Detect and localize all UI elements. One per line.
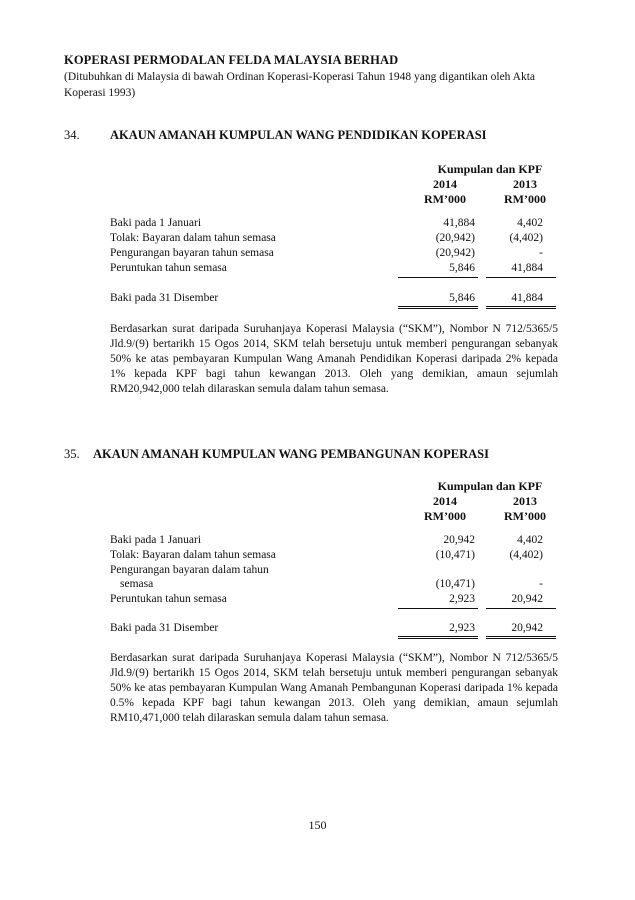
section-35-row-label: Pengurangan bayaran dalam tahun [110, 564, 269, 576]
organization-subtitle: (Ditubuhkan di Malaysia di bawah Ordinan Koperasi-Koperasi Tahun 1948 yang digantikan oleh Akta Koperasi 1993) [64, 71, 536, 99]
section-35-subtotal-rule-2014 [398, 608, 478, 609]
section-34-row-2013: 41,884 [511, 262, 543, 274]
section-35-total-rule-2013 [486, 636, 556, 639]
section-35-row-label: Baki pada 1 Januari [110, 534, 202, 546]
section-35-row-label: Peruntukan tahun semasa [110, 593, 227, 605]
section-35-col2-unit: RM’000 [504, 509, 546, 523]
section-34-row-2013: (4,402) [509, 232, 543, 244]
section-35-row-label: semasa [120, 578, 154, 590]
section-34-col1-unit: RM’000 [424, 192, 466, 206]
section-35-row-2014: 2,923 [449, 593, 475, 605]
section-35-subtotal-rule-2013 [486, 608, 556, 609]
section-34-note: Berdasarkan surat daripada Suruhanjaya Koperasi Malaysia (“SKM”), Nombor N 712/5365/5 Jld.9/(9) bertarikh 15 Ogos 2014, SKM telah bersetuju untuk memberi pengurangan sebanyak 50% ke atas pembayaran Kumpulan Wang Amanah Pendidikan Koperasi daripada 2% kepada 1% kepada KPF bagi tahun kewangan 2013. Oleh yang demikian, amaun sejumlah RM20,942,000 telah dilaraskan semula dalam tahun semasa. [110, 323, 558, 395]
section-34-col2-year: 2013 [513, 177, 537, 191]
section-35-title: AKAUN AMANAH KUMPULAN WANG PEMBANGUNAN KOPERASI [93, 447, 489, 461]
section-35-total-rule-2014 [398, 636, 478, 639]
section-35-row-2013: 4,402 [517, 534, 543, 546]
section-35-number: 35. [64, 447, 80, 461]
section-35-row-2013: - [539, 578, 543, 590]
section-35-closing-2014: 2,923 [449, 622, 475, 634]
section-34-col1-year: 2014 [433, 177, 457, 191]
section-35-closing-2013: 20,942 [511, 622, 543, 634]
section-34-col2-unit: RM’000 [504, 192, 546, 206]
section-35-row-2014: (10,471) [435, 549, 475, 561]
section-35-row-2014: 20,942 [443, 534, 475, 546]
section-35-row-2013: 20,942 [511, 593, 543, 605]
section-35-group-header: Kumpulan dan KPF [437, 479, 543, 493]
section-34-row-2014: (20,942) [435, 247, 475, 259]
section-34-row-2013: - [539, 247, 543, 259]
organization-name: KOPERASI PERMODALAN FELDA MALAYSIA BERHAD [64, 53, 399, 67]
section-34-total-rule-2013 [486, 306, 556, 309]
section-34-row-label: Peruntukan tahun semasa [110, 262, 227, 274]
section-34-group-header: Kumpulan dan KPF [437, 162, 543, 176]
section-34-total-rule-2014 [398, 306, 478, 309]
section-35-col1-year: 2014 [433, 494, 457, 508]
section-34-closing-2014: 5,846 [449, 292, 475, 304]
section-35-col1-unit: RM’000 [424, 509, 466, 523]
section-34-row-label: Tolak: Bayaran dalam tahun semasa [110, 232, 276, 244]
section-34-row-label: Baki pada 1 Januari [110, 217, 202, 229]
section-34-row-label: Pengurangan bayaran tahun semasa [110, 247, 274, 259]
section-34-subtotal-rule-2013 [486, 277, 556, 278]
section-34-row-2014: 5,846 [449, 262, 475, 274]
section-35-closing-label: Baki pada 31 Disember [110, 622, 219, 634]
section-35-row-2014: (10,471) [435, 578, 475, 590]
section-35-row-2013: (4,402) [509, 549, 543, 561]
section-34-subtotal-rule-2014 [398, 277, 478, 278]
section-35-row-label: Tolak: Bayaran dalam tahun semasa [110, 549, 276, 561]
section-34-number: 34. [64, 128, 80, 142]
section-34-row-2014: 41,884 [443, 217, 475, 229]
page-number: 150 [308, 818, 327, 832]
section-34-closing-label: Baki pada 31 Disember [110, 292, 219, 304]
section-34-row-2013: 4,402 [517, 217, 543, 229]
section-35-col2-year: 2013 [513, 494, 537, 508]
section-34-row-2014: (20,942) [435, 232, 475, 244]
section-34-title: AKAUN AMANAH KUMPULAN WANG PENDIDIKAN KOPERASI [110, 128, 487, 142]
section-34-closing-2013: 41,884 [511, 292, 543, 304]
section-35-note: Berdasarkan surat daripada Suruhanjaya Koperasi Malaysia (“SKM”), Nombor N 712/5365/5 Jld.9/(9) bertarikh 15 Ogos 2014, SKM telah bersetuju untuk memberi pengurangan sebanyak 50% ke atas pembayaran Kumpulan Wang Amanah Pembangunan Koperasi daripada 1% kepada 0.5% kepada KPF bagi tahun kewangan 2013. Oleh yang demikian, amaun sejumlah RM10,471,000 telah dilaraskan semula dalam tahun semasa. [110, 652, 558, 724]
